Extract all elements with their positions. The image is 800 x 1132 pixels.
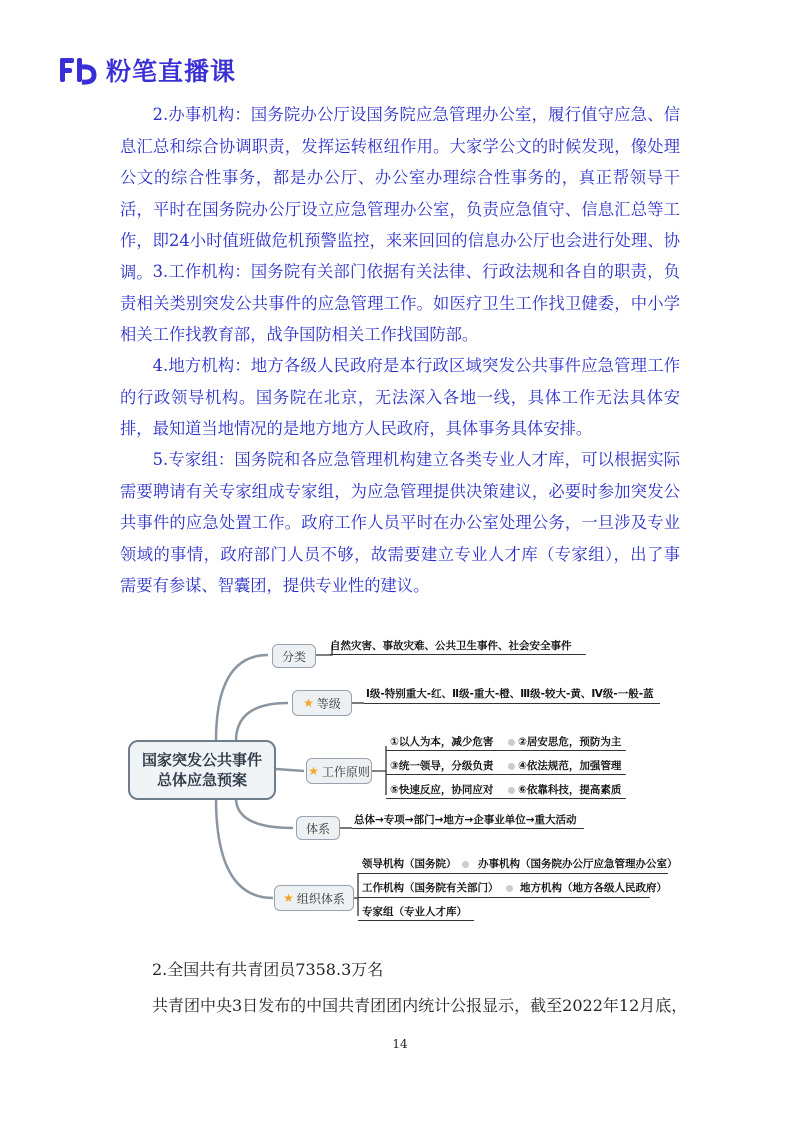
page-number: 14: [392, 1037, 408, 1051]
branch-level-label: 等级: [316, 696, 341, 711]
leaf-level: Ⅰ级-特别重大-红、Ⅱ级-重大-橙、Ⅲ级-较大-黄、Ⅳ级-一般-蓝: [366, 688, 654, 700]
root-title-line2: 总体应急预案: [156, 771, 247, 789]
bullet-dot: [506, 885, 513, 892]
underline: [358, 897, 650, 898]
brand-name: 粉笔直播课: [106, 57, 237, 86]
underline: [386, 774, 626, 775]
org-working: 工作机构（国务院有关部门）: [362, 882, 499, 894]
paragraph-local: 4.地方机构：地方各级人民政府是本行政区域突发公共事件应急管理工作的行政领导机构。国务院在北京，无法深入各地一线，具体工作无法具体安排，最知道当地情况的是地方地方人民政府，具体事务具体安排。: [120, 356, 680, 438]
bullet-dot: [508, 763, 515, 770]
branch-principles: [306, 758, 372, 784]
branch-organization-label: 组织体系: [296, 891, 345, 906]
underline: [386, 750, 626, 751]
bullet-dot: [462, 861, 469, 868]
org-experts: 专家组（专业人才库）: [362, 906, 467, 918]
branch-organization: [274, 885, 354, 911]
branch-system-label: 体系: [305, 821, 330, 836]
underline: [352, 828, 584, 829]
mind-map: [128, 628, 688, 928]
underline: [358, 920, 474, 921]
section-heading: 2.全国共有共青团员7358.3万名: [152, 960, 384, 979]
paragraph-experts: 5.专家组：国务院和各应急管理机构建立各类专业人才库，可以根据实际需要聘请有关专家组成专家组，为应急管理提供决策建议，必要时参加突发公共事件的应急处置工作。政府工作人员平时在办公室处理公务，一旦涉及专业领域的事情，政府部门人员不够，故需要建立专业人才库（专家组），出了事需要有参谋、智囊团，提供专业性的建议。: [120, 450, 680, 595]
principle-6: ⑥依靠科技，提高素质: [518, 784, 622, 796]
underline: [330, 654, 586, 655]
star-icon: ★: [283, 891, 294, 905]
branch-category: [272, 644, 316, 668]
paragraph-working: 3.工作机构：国务院有关部门依据有关法律、行政法规和各自的职责，负责相关类别突发公共事件的应急管理工作。如医疗卫生工作找卫健委，中小学相关工作找教育部，战争国防相关工作找国防部。: [120, 262, 680, 344]
principle-1: ①以人为本，减少危害: [390, 736, 494, 748]
branch-category-label: 分类: [281, 649, 306, 664]
leaf-category: 自然灾害、事故灾难、公共卫生事件、社会安全事件: [330, 640, 572, 652]
paragraph-league: 共青团中央3日发布的中国共青团团内统计公报显示，截至2022年12月底，: [152, 996, 688, 1015]
org-local: 地方机构（地方各级人民政府）: [520, 882, 667, 894]
branch-system: [296, 816, 340, 840]
principle-3: ③统一领导，分级负责: [390, 760, 494, 772]
branch-level: [292, 690, 352, 716]
principle-2: ②居安思危，预防为主: [518, 736, 622, 748]
principle-4: ④依法规范，加强管理: [518, 760, 622, 772]
star-icon: ★: [303, 696, 314, 710]
leaf-system: 总体→专项→部门→地方→企事业单位→重大活动: [354, 814, 577, 826]
org-office: 办事机构（国务院办公厅应急管理办公室）: [478, 858, 678, 870]
paragraph-office: 2.办事机构：国务院办公厅设国务院应急管理办公室，履行值守应急、信息汇总和综合协调职责，发挥运转枢纽作用。大家学公文的时候发现，像处理公文的综合性事务，都是办公厅、办公室办理综合性事务的，真正帮领导干活，平时在国务院办公厅设立应急管理办公室，负责应急值守、信息汇总等工作，即24小时值班做危机预警监控，来来回回的信息办公厅也会进行处理、协调。: [120, 105, 680, 282]
mind-map-root: [128, 740, 276, 800]
star-icon: ★: [308, 764, 319, 778]
underline: [358, 873, 668, 874]
branch-principles-label: 工作原则: [321, 764, 370, 779]
bullet-dot: [508, 739, 515, 746]
underline: [364, 703, 660, 704]
fb-logo-icon: [58, 55, 98, 85]
principle-5: ⑤快速反应，协同应对: [390, 784, 494, 796]
brand-logo: [58, 52, 236, 88]
root-title-line1: 国家突发公共事件: [141, 751, 262, 769]
underline: [386, 798, 626, 799]
bullet-dot: [508, 787, 515, 794]
org-leader: 领导机构（国务院）: [362, 858, 457, 870]
